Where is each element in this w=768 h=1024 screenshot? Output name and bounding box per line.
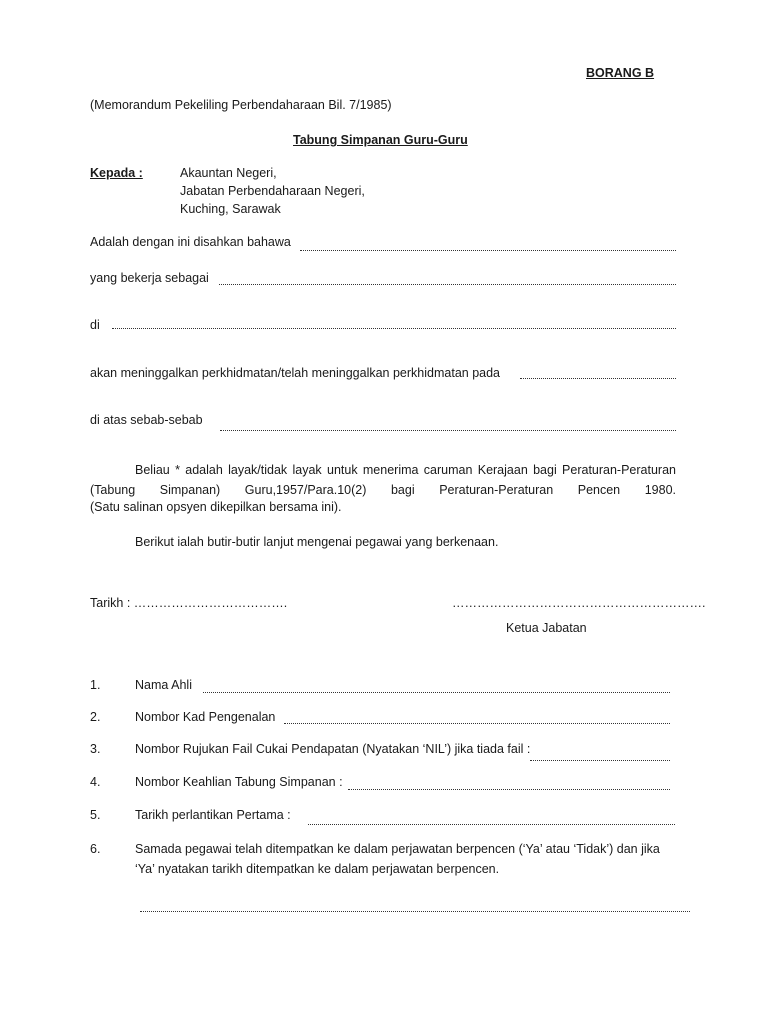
item-number: 3.	[90, 742, 101, 756]
item-fill-line-tax-ref[interactable]	[530, 760, 670, 761]
item-label-membership: Nombor Keahlian Tabung Simpanan :	[135, 775, 343, 789]
item-fill-line-ic[interactable]	[284, 723, 670, 724]
memo-reference: (Memorandum Pekeliling Perbendaharaan Bil. 7/1985)	[90, 98, 392, 112]
item-label-tax-ref: Nombor Rujukan Fail Cukai Pendapatan (Nyatakan ‘NIL’) jika tiada fail :	[135, 742, 531, 756]
form-code: BORANG B	[586, 66, 655, 80]
item-fill-line-membership[interactable]	[348, 789, 670, 790]
signatory-title: Ketua Jabatan	[506, 621, 587, 635]
item-fill-line-name[interactable]	[203, 692, 670, 693]
recipient-line-1: Akauntan Negeri,	[180, 166, 277, 180]
position-fill-line[interactable]	[219, 284, 676, 285]
reason-label: di atas sebab-sebab	[90, 413, 203, 427]
item-fill-line-appointment[interactable]	[308, 824, 675, 825]
recipient-line-3: Kuching, Sarawak	[180, 202, 281, 216]
leaving-label: akan meninggalkan perkhidmatan/telah meninggalkan perkhidmatan pada	[90, 366, 500, 380]
item-number: 5.	[90, 808, 101, 822]
item-label-appointment: Tarikh perlantikan Pertama :	[135, 808, 291, 822]
reason-fill-line[interactable]	[220, 430, 676, 431]
certify-fill-line[interactable]	[300, 250, 676, 251]
recipient-label: Kepada :	[90, 166, 143, 180]
location-label: di	[90, 318, 100, 332]
item-label-ic: Nombor Kad Pengenalan	[135, 710, 276, 724]
location-fill-line[interactable]	[112, 328, 676, 329]
eligibility-paragraph: Beliau * adalah layak/tidak layak untuk menerima caruman Kerajaan bagi Peraturan-Peraturan (Tabung Simpanan) Guru,1957/Para.10(2) bagi Peraturan-Peraturan Pencen 1980.	[90, 463, 676, 497]
item-fill-line-pension[interactable]	[140, 911, 690, 912]
leaving-date-fill-line[interactable]	[520, 378, 676, 379]
item-number: 2.	[90, 710, 101, 724]
details-intro: Berikut ialah butir-butir lanjut mengenai pegawai yang berkenaan.	[135, 535, 499, 549]
signature-line[interactable]: …………………………………………………….	[452, 596, 706, 610]
date-field[interactable]: Tarikh : ……………………………….	[90, 596, 288, 610]
item-number: 4.	[90, 775, 101, 789]
item-number: 1.	[90, 678, 101, 692]
item-label-pension-l1: Samada pegawai telah ditempatkan ke dalam perjawatan berpencen (‘Ya’ atau ‘Tidak’) dan jika	[135, 842, 660, 856]
eligibility-note: (Satu salinan opsyen dikepilkan bersama ini).	[90, 500, 342, 514]
certify-label: Adalah dengan ini disahkan bahawa	[90, 235, 291, 249]
recipient-line-2: Jabatan Perbendaharaan Negeri,	[180, 184, 365, 198]
form-title: Tabung Simpanan Guru-Guru	[293, 133, 468, 147]
item-label-pension-l2: ‘Ya’ nyatakan tarikh ditempatkan ke dalam perjawatan berpencen.	[135, 862, 500, 876]
position-label: yang bekerja sebagai	[90, 271, 209, 285]
item-number: 6.	[90, 842, 101, 856]
item-label-name: Nama Ahli	[135, 678, 192, 692]
